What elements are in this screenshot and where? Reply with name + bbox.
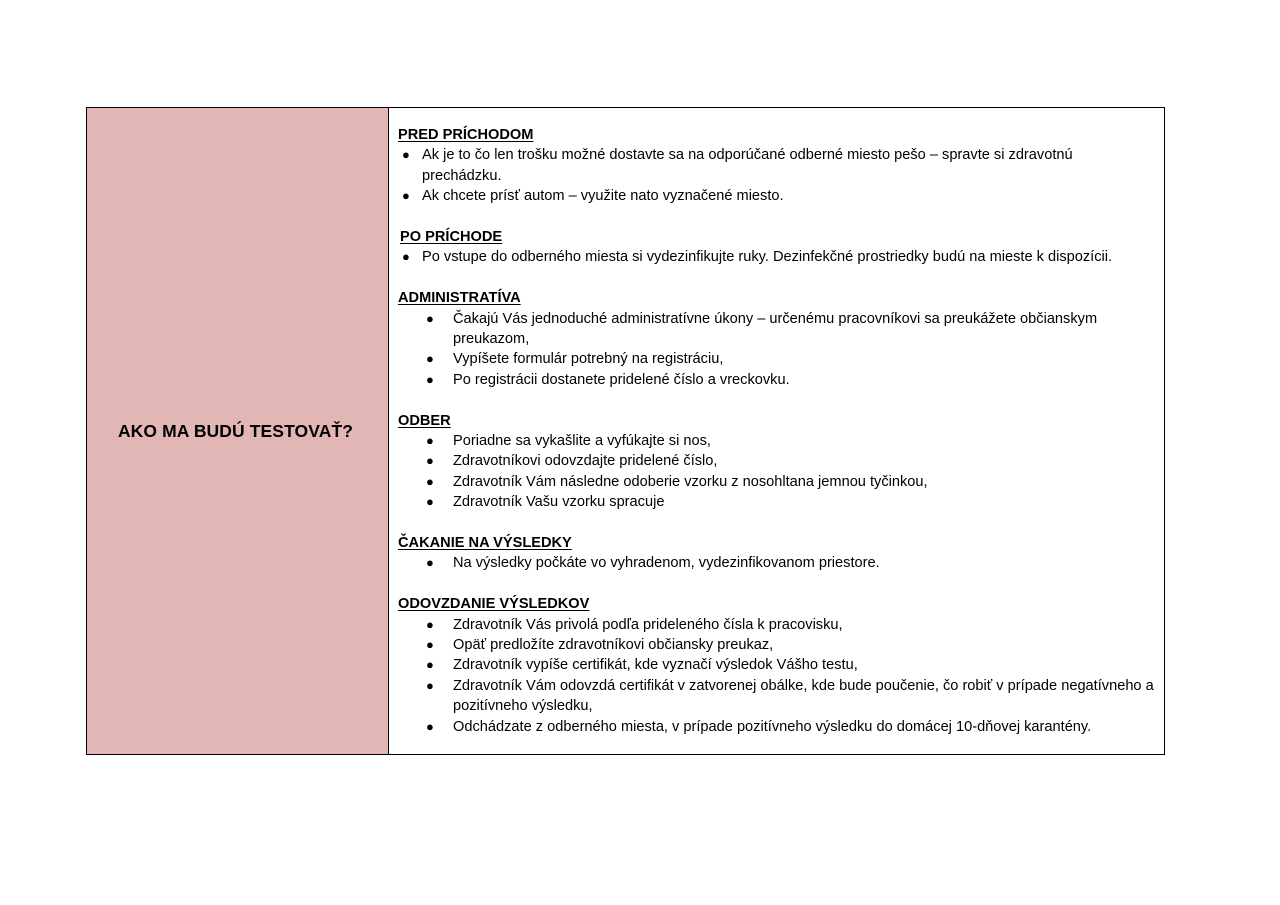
section-odber (398, 411, 1154, 513)
list-item (398, 655, 1154, 675)
list-item (398, 247, 1154, 267)
bullet-icon: ● (426, 473, 434, 489)
list-item-text: Poriadne sa vykašlite a vyfúkajte si nos, (453, 433, 711, 450)
section-po-prichode (398, 227, 1154, 268)
bullet-icon: ● (426, 718, 434, 734)
list-item-text: Odchádzate z odberného miesta, v prípade pozitívneho výsledku do domácej 10-dňovej karantény. (453, 718, 1092, 735)
bullet-icon: ● (426, 555, 434, 571)
bullet-icon: ● (426, 677, 434, 693)
section-odovzdanie-vysledkov (398, 594, 1154, 737)
list-item-text: Po registrácii dostanete pridelené číslo a vreckovku. (453, 371, 790, 388)
bullet-icon: ● (426, 657, 434, 673)
list-item (398, 635, 1154, 655)
page-title: AKO MA BUDÚ TESTOVAŤ? (117, 420, 354, 441)
bullet-list (398, 431, 1154, 513)
section-administrativa (398, 288, 1154, 390)
info-table (86, 107, 1165, 755)
list-item-text: Ak chcete prísť autom – využite nato vyznačené miesto. (422, 188, 784, 205)
list-item-text: Zdravotník Vám následne odoberie vzorku z nosohltana jemnou tyčinkou, (453, 473, 928, 490)
section-cakanie-na-vysledky (398, 533, 1154, 574)
list-item-text: Po vstupe do odberného miesta si vydezinfikujte ruky. Dezinfekčné prostriedky budú na mieste k dispozícii. (422, 249, 1113, 266)
list-item-text: Zdravotník Vám odovzdá certifikát v zatvorenej obálke, kde bude poučenie, čo robiť v prípade negatívneho a pozitívneho výsledku, (453, 677, 1154, 715)
left-title-cell (87, 108, 389, 754)
list-item (398, 676, 1154, 717)
list-item-text: Vypíšete formulár potrebný na registráciu, (453, 351, 724, 368)
section-heading: ČAKANIE NA VÝSLEDKY (398, 535, 572, 552)
list-item (398, 309, 1154, 350)
bullet-icon: ● (426, 494, 434, 510)
bullet-icon: ● (402, 188, 410, 204)
bullet-icon: ● (426, 616, 434, 632)
bullet-icon: ● (426, 351, 434, 367)
list-item-text: Na výsledky počkáte vo vyhradenom, vydezinfikovanom priestore. (453, 555, 880, 572)
list-item (398, 492, 1154, 512)
list-item-text: Ak je to čo len trošku možné dostavte sa na odporúčané odberné miesto pešo – spravte si zdravotnú prechádzku. (422, 147, 1073, 184)
list-item (398, 145, 1154, 186)
section-heading: ODOVZDANIE VÝSLEDKOV (398, 596, 590, 613)
section-heading: PO PRÍCHODE (400, 229, 503, 246)
list-item (398, 370, 1154, 390)
bullet-icon: ● (426, 637, 434, 653)
bullet-list (398, 145, 1154, 206)
bullet-icon: ● (426, 371, 434, 387)
bullet-icon: ● (402, 147, 410, 163)
bullet-icon: ● (426, 453, 434, 469)
instructions-cell (389, 108, 1164, 754)
bullet-list (398, 615, 1154, 737)
list-item (398, 472, 1154, 492)
section-heading: ODBER (398, 412, 451, 429)
bullet-list (398, 247, 1154, 267)
list-item-text: Zdravotník vypíše certifikát, kde vyznačí výsledok Vášho testu, (453, 657, 858, 674)
list-item (398, 553, 1154, 573)
list-item (398, 717, 1154, 737)
bullet-list (398, 553, 1154, 573)
list-item-text: Opäť predložíte zdravotníkovi občiansky preukaz, (453, 637, 774, 654)
list-item (398, 431, 1154, 451)
bullet-icon: ● (426, 310, 434, 326)
list-item (398, 349, 1154, 369)
bullet-list (398, 309, 1154, 391)
list-item-text: Zdravotníkovi odovzdajte pridelené číslo, (453, 453, 718, 470)
list-item-text: Čakajú Vás jednoduché administratívne úkony – určenému pracovníkovi sa preukážete občianskym preukazom, (453, 310, 1098, 348)
list-item (398, 186, 1154, 206)
list-item-text: Zdravotník Vás privolá podľa prideleného čísla k pracovisku, (453, 616, 843, 633)
section-heading: ADMINISTRATÍVA (398, 290, 521, 307)
list-item-text: Zdravotník Vašu vzorku spracuje (453, 494, 665, 511)
list-item (398, 451, 1154, 471)
section-pred-prichodom (398, 125, 1154, 207)
section-heading: PRED PRÍCHODOM (398, 127, 534, 143)
bullet-icon: ● (402, 249, 410, 265)
list-item (398, 615, 1154, 635)
bullet-icon: ● (426, 433, 434, 449)
